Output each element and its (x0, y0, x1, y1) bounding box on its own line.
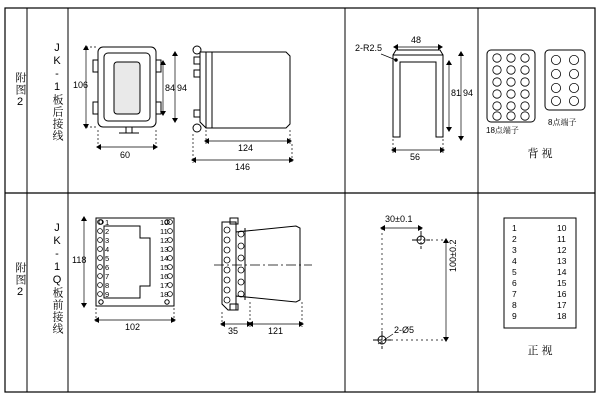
row-2-title: JK-1Q板前接线 (51, 222, 63, 335)
front-left-num-2: 2 (105, 227, 110, 236)
dim-102: 102 (125, 322, 141, 332)
rear-right-num-16: 16 (557, 289, 567, 299)
front-right-num-17: 17 (160, 281, 169, 290)
front-right-num-11: 11 (160, 227, 168, 236)
front-left-num-7: 7 (105, 272, 110, 281)
rear-right-num-18: 18 (557, 311, 567, 321)
row-2-side-label: 附图2 (14, 262, 26, 299)
rear-right-num-14: 14 (557, 267, 567, 277)
dim-81: 81 (451, 88, 462, 98)
dim-124: 124 (238, 143, 254, 153)
rear-right-num-10: 10 (557, 223, 567, 233)
row-1-title: JK-1板后接线 (51, 42, 63, 142)
rear-left-num-3: 3 (512, 245, 517, 255)
rear-left-num-2: 2 (512, 234, 517, 244)
dim-100-tol: 100±0.2 (448, 239, 458, 272)
dim-94-cutout: 94 (463, 88, 474, 98)
caption-front-view: 正 视 (527, 345, 553, 357)
dim-30-tol: 30±0.1 (385, 214, 413, 224)
dim-121: 121 (268, 326, 284, 336)
dim-94: 94 (177, 83, 188, 93)
dim-118: 118 (72, 255, 87, 265)
front-right-num-13: 13 (160, 245, 169, 254)
rear-right-num-15: 15 (557, 278, 567, 288)
dim-84: 84 (165, 83, 176, 93)
rear-right-num-17: 17 (557, 300, 567, 310)
front-right-num-14: 14 (160, 254, 169, 263)
front-left-num-5: 5 (105, 254, 110, 263)
row-1-side-label: 附图2 (14, 72, 26, 109)
dim-48: 48 (411, 35, 422, 45)
rear-left-num-5: 5 (512, 267, 517, 277)
rear-left-num-1: 1 (512, 223, 517, 233)
front-right-num-12: 12 (160, 236, 169, 245)
dim-35: 35 (228, 326, 239, 336)
front-left-num-9: 9 (105, 290, 110, 299)
rear-left-num-9: 9 (512, 311, 517, 321)
front-left-num-4: 4 (105, 245, 110, 254)
front-left-num-1: 1 (105, 218, 110, 227)
front-left-num-3: 3 (105, 236, 110, 245)
rear-left-num-7: 7 (512, 289, 517, 299)
front-right-num-16: 16 (160, 272, 169, 281)
front-right-num-10: 10 (160, 218, 169, 227)
dim-60: 60 (120, 150, 131, 160)
rear-right-num-12: 12 (557, 245, 567, 255)
rear-left-num-6: 6 (512, 278, 517, 288)
label-8-terminals: 8点端子 (548, 118, 577, 127)
rear-left-num-8: 8 (512, 300, 517, 310)
note-2-R2.5: 2-R2.5 (355, 43, 383, 53)
note-2-dia5: 2-Ø5 (394, 325, 415, 335)
rear-right-num-13: 13 (557, 256, 567, 266)
dim-56: 56 (410, 152, 421, 162)
front-left-num-8: 8 (105, 281, 110, 290)
front-left-num-6: 6 (105, 263, 110, 272)
front-right-num-15: 15 (160, 263, 169, 272)
rear-right-num-11: 11 (557, 234, 566, 244)
caption-rear-view: 背 视 (527, 148, 553, 160)
front-right-num-18: 18 (160, 290, 169, 299)
dim-146: 146 (235, 162, 251, 172)
rear-left-num-4: 4 (512, 256, 517, 266)
label-18-terminals: 18点端子 (486, 126, 519, 135)
dim-106: 106 (73, 80, 89, 90)
